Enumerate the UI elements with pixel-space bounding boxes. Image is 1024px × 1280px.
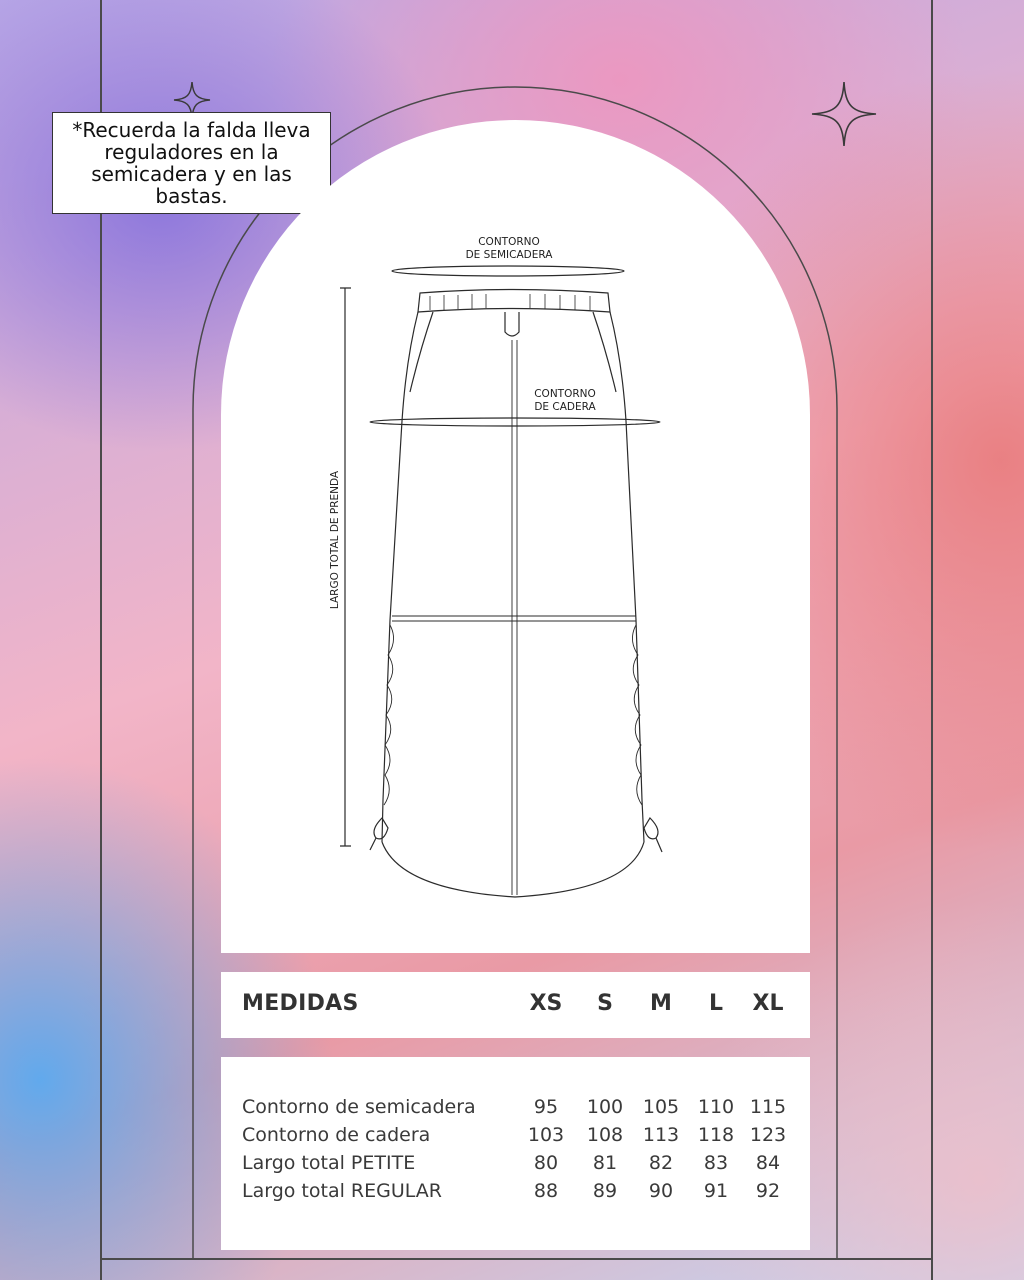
cell: 81	[592, 1152, 618, 1174]
pocket-left	[410, 312, 433, 392]
size-header-xs: XS	[529, 991, 563, 1016]
cell: 89	[592, 1180, 618, 1202]
cell: 110	[697, 1096, 735, 1118]
row-label: Contorno de cadera	[242, 1124, 431, 1146]
size-header-l: L	[708, 991, 724, 1016]
cell: 118	[697, 1124, 735, 1146]
note-line: bastas.	[155, 184, 228, 208]
note-line: *Recuerda la falda lleva	[72, 118, 311, 142]
note-line: reguladores en la	[104, 140, 279, 164]
label-semicadera-line1: CONTORNO	[478, 236, 540, 248]
cell: 91	[703, 1180, 729, 1202]
cell: 123	[749, 1124, 787, 1146]
row-label: Contorno de semicadera	[242, 1096, 476, 1118]
size-header-xl: XL	[752, 991, 784, 1016]
cell: 103	[527, 1124, 565, 1146]
table-row	[242, 1096, 802, 1124]
table-row	[242, 1124, 802, 1152]
cell: 84	[755, 1152, 781, 1174]
cell: 88	[533, 1180, 559, 1202]
cell: 95	[533, 1096, 559, 1118]
label-semicadera-line2: DE SEMICADERA	[465, 249, 553, 261]
toggle-right	[644, 818, 662, 852]
cell: 113	[642, 1124, 680, 1146]
cell: 90	[648, 1180, 674, 1202]
table-row	[242, 1152, 802, 1180]
cadera-measure-ellipse	[370, 418, 660, 426]
semicadera-measure-ellipse	[392, 266, 624, 276]
cell: 92	[755, 1180, 781, 1202]
size-table-body	[221, 1057, 810, 1250]
length-measure-line	[340, 288, 351, 846]
cell: 83	[703, 1152, 729, 1174]
cell: 100	[586, 1096, 624, 1118]
curved-hem	[382, 842, 644, 897]
front-tab	[505, 312, 519, 336]
row-label: Largo total REGULAR	[242, 1180, 442, 1202]
center-seam	[512, 340, 517, 895]
skirt-right-side	[610, 312, 644, 842]
waistband	[418, 290, 610, 313]
size-header-m: M	[650, 991, 672, 1016]
toggle-left	[370, 818, 388, 850]
note-line: semicadera y en las	[91, 162, 292, 186]
size-table-header	[221, 972, 810, 1038]
row-label: Largo total PETITE	[242, 1152, 416, 1174]
label-largo-total: LARGO TOTAL DE PRENDA	[329, 470, 341, 610]
label-cadera-line1: CONTORNO	[534, 388, 596, 400]
size-header-s: S	[597, 991, 613, 1016]
table-title: MEDIDAS	[242, 991, 359, 1016]
cell: 105	[642, 1096, 680, 1118]
cell: 80	[533, 1152, 559, 1174]
label-cadera-line2: DE CADERA	[534, 401, 596, 413]
cell: 115	[749, 1096, 787, 1118]
table-row	[242, 1180, 802, 1208]
skirt-left-side	[382, 312, 418, 842]
cell: 82	[648, 1152, 674, 1174]
horizontal-seam	[392, 616, 636, 621]
cell: 108	[586, 1124, 624, 1146]
